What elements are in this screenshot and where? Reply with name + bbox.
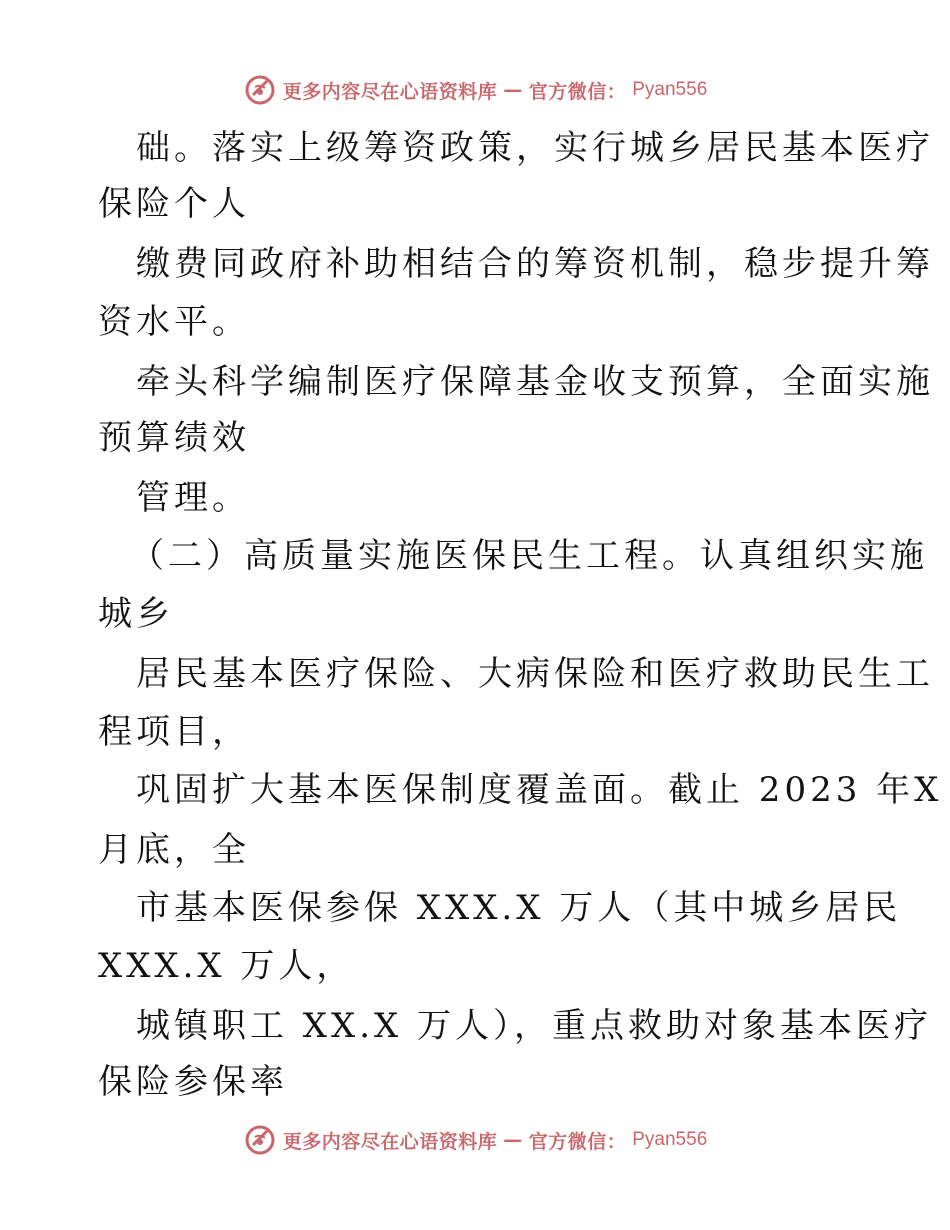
watermark-official-label: 官方微信： xyxy=(528,1130,627,1153)
watermark-separator: — xyxy=(503,79,523,101)
text-line: 预算绩效 xyxy=(98,418,250,458)
logo-icon xyxy=(243,1123,277,1157)
watermark-separator: — xyxy=(503,1129,523,1151)
text-line: 市基本医保参保 XXX.X 万人（其中城乡居民 xyxy=(136,888,902,928)
text-line: 保险参保率 xyxy=(98,1062,288,1102)
text-line: 缴费同政府补助相结合的筹资机制，稳步提升筹 xyxy=(136,244,934,284)
text-line: 保险个人 xyxy=(98,184,250,224)
text-line: 牵头科学编制医疗保障基金收支预算，全面实施 xyxy=(136,362,934,402)
text-line: 城乡 xyxy=(98,594,174,634)
text-line: XXX.X 万人， xyxy=(98,946,355,986)
watermark-wechat-id: Pyan556 xyxy=(632,79,708,100)
watermark-wechat-id: Pyan556 xyxy=(632,1129,708,1150)
logo-icon xyxy=(243,73,277,107)
watermark-text: 更多内容尽在心语资料库 xyxy=(282,80,498,103)
text-line: 巩固扩大基本医保制度覆盖面。截止 2023 年X xyxy=(136,770,943,810)
watermark-text: 更多内容尽在心语资料库 xyxy=(282,1130,498,1153)
text-line: 础。落实上级筹资政策，实行城乡居民基本医疗 xyxy=(136,128,934,168)
watermark-official-label: 官方微信： xyxy=(528,80,627,103)
text-line: （二）高质量实施医保民生工程。认真组织实施 xyxy=(130,536,928,576)
text-line: 管理。 xyxy=(136,478,250,518)
text-line: 城镇职工 XX.X 万人），重点救助对象基本医疗 xyxy=(136,1006,933,1046)
footer-watermark xyxy=(0,1120,950,1160)
text-line: 居民基本医疗保险、大病保险和医疗救助民生工 xyxy=(136,654,934,694)
text-line: 月底，全 xyxy=(98,830,250,870)
text-line: 程项目， xyxy=(98,712,250,752)
text-line: 资水平。 xyxy=(98,302,250,342)
header-watermark xyxy=(0,70,950,110)
